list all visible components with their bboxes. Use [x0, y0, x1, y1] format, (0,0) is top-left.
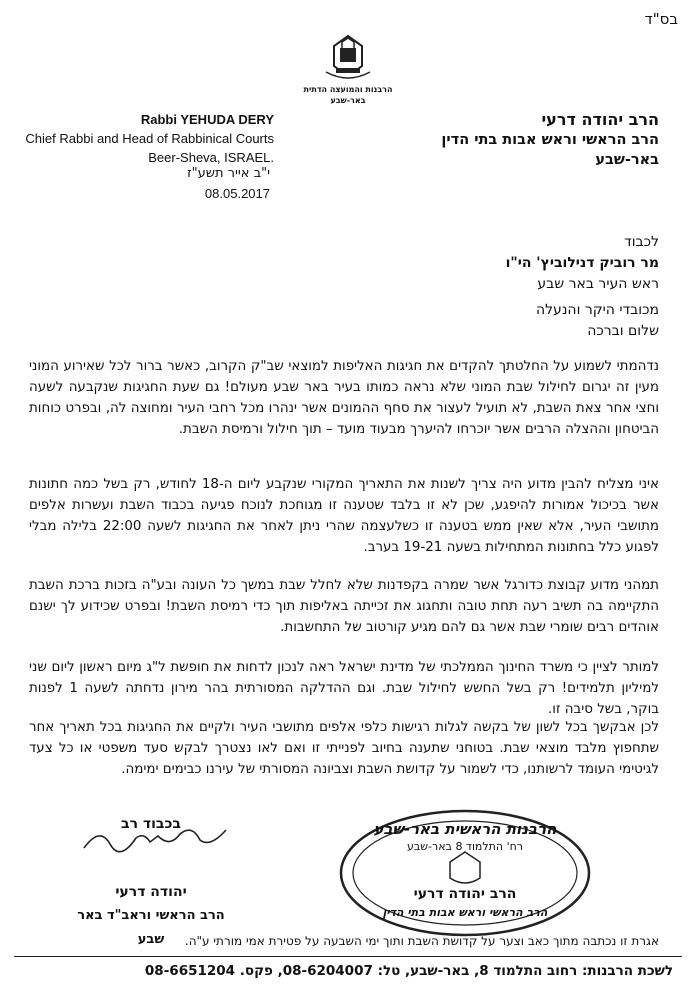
signature-closing: בכבוד רב [121, 816, 181, 832]
stamp-top-text: הרבנות הראשית באר-שבע [373, 820, 557, 838]
recipient-line1: לכבוד [624, 234, 659, 250]
greeting-block [259, 300, 659, 342]
gregorian-date: 08.05.2017 [204, 186, 270, 201]
recipient-line2: מר רוביק דנילוביץ' הי"ו [505, 255, 659, 271]
english-title: Chief Rabbi and Head of Rabbinical Courts [25, 131, 274, 146]
footer-divider [14, 956, 682, 957]
body-paragraph-5: לכן אבקשך בכל לשון של בקשה לגלות רגישות כלפי אלפים מתושבי העיר ולקיים את החגיגות בכל תאריך אחר שתחפוץ מלבד מוצאי שבת. בטוחני שתענה בחיוב לפנייתי זו ואם לאו נצטרך לבקש סעד משפטי או כל צעד לגיטימי העומד לרשותנו, כדי לשמור על קדושת השבת וצביונה המסורתי של עירנו כבימים ימימה. [29, 720, 659, 777]
signature-name: יהודה דרעי [115, 884, 187, 900]
hebrew-letterhead [359, 110, 659, 170]
hebrew-title: הרב הראשי וראש אבות בתי הדין [441, 132, 659, 148]
body-paragraph-1: נדהמתי לשמוע על החלטתך להקדים את חגיגות האליפות למוצאי שב"ק הקרוב, כאשר ברור לכל שאירוע המוני מעין זה יגרום לחילול שבת המוני שלא נראה כמותו בעיר באר שבע מעולם! גם שעת החגיגות שנקבעה לשעה וחצי אחר צאת השבת, לא תועיל לעצור את סחף ההמונים אשר ינהרו מכל רחבי העיר ומחוצה לה, ובפרט כוחות הביטחון וההצלה הרבים אשר יוכרחו להיערך מבעוד מועד – תוך חילול ורמיסת השבת. [29, 359, 659, 437]
english-city: Beer-Sheva, ISRAEL. [148, 150, 274, 165]
signature-title: הרב הראשי וראב"ד באר שבע [77, 908, 225, 947]
footer-address: לשכת הרבנות: רחוב התלמוד 8, באר-שבע, טל: 08-6204007, פקס. 08-6651204 [144, 963, 673, 979]
greeting-line1: מכובדי היקר והנעלה [535, 302, 659, 318]
recipient-block [259, 232, 659, 295]
recipient-line3: ראש העיר באר שבע [537, 276, 659, 292]
body-paragraph-4: למותר לציין כי משרד החינוך הממלכתי של מדינת ישראל ראה לנכון לדחות את חופשת ל"ג מיום ראשון ליום שני למיליון תלמידים! רק בשל החשש לחילול שבת. וגם ההדלקה המסורתית בהר מירון נדחתה לשעה 1 לפנות בוקר, בשל סיבה זו. [29, 660, 659, 717]
stamp-address: רח' התלמוד 8 באר-שבע [407, 840, 523, 853]
stamp-name: הרב יהודה דרעי [413, 886, 517, 902]
hebrew-city: באר-שבע [595, 152, 659, 168]
greeting-line2: שלום וברכה [587, 323, 659, 339]
hebrew-date: י"ב אייר תשע"ז [187, 166, 270, 181]
emblem-caption-line2: באר-שבע [330, 96, 366, 105]
bsd-mark: בס"ד [644, 10, 678, 28]
emblem-caption-line1: הרבנות והמועצה הדתית [303, 85, 393, 94]
body-paragraph-3: תמהני מדוע קבוצת כדורגל אשר שמרה בקפדנות שלא לחלל שבת במשך כל העונה ובע"ה בזכות ברכת השבת התקיימה בה תשיב רעה תחת טובה ותחגוג את זכייתה באליפות תוך כדי רמיסת השבת! ובפרט שכידוע לך ישנם אוהדים רבים שומרי שבת אשר גם להם מגיע קורטוב של התחשבות. [29, 578, 659, 635]
handwritten-signature [80, 818, 230, 858]
postscript: אגרת זו נכתבה מתוך כאב וצער על קדושת השבת ותוך ימי השבעה על פטירת אמי מורתי ע"ה. [184, 934, 659, 948]
body-paragraph-2: איני מצליח להבין מדוע היה צריך לשנות את התאריך המקורי שנקבע ליום ה-18 לחודש, רק בשל כמה חתונות אשר בכיכול אמורות להיפגע, שכן לא זו בלבד שטענה זו מגוחכת לנוכח פגיעה בכבוד השבת ועשרות אלפים מתושבי העיר, אלא שאין ממש בטענה זו כשלעצמה שהרי ניתן לאחר את החגיגות לשעה 22:00 בלילה מבלי לפגוע כלל בחתונות המתחילות בשעה 19-21 בערב. [29, 477, 659, 555]
hebrew-name: הרב יהודה דרעי [541, 110, 659, 129]
rabbinate-emblem [318, 32, 378, 84]
english-letterhead [14, 110, 274, 167]
stamp-bottom-text: הרב הראשי וראש אבות בתי הדין [382, 906, 548, 919]
english-name: Rabbi YEHUDA DERY [140, 112, 274, 127]
